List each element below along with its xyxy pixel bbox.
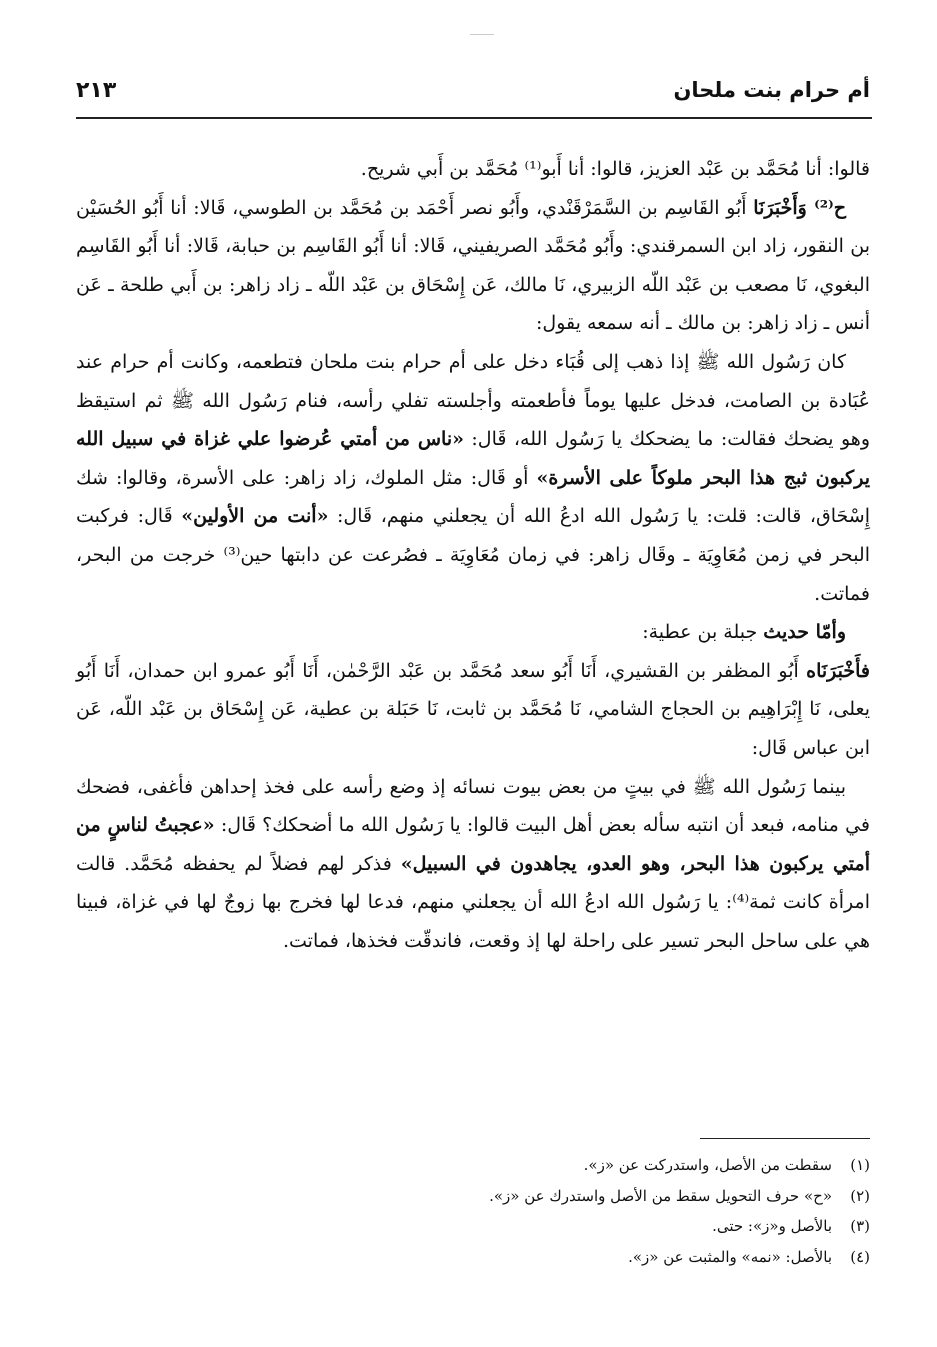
p3-hadith-1: «ناس من أمتي عُرضوا علي غزاة في سبيل الله يركبون ثبج هذا البحر ملوكاً على الأسرة» (76, 428, 870, 489)
footnote-text: بالأصل: «نمه» والمثبت عن «ز». (628, 1247, 832, 1266)
paragraph-5 (76, 652, 870, 768)
footnote-1 (76, 1150, 870, 1181)
scan-mark (470, 34, 494, 35)
footnote-text: «ح» حرف التحويل سقط من الأصل واستدرك عن «ز». (489, 1186, 832, 1205)
p3-text-e: قَال: فركبت البحر في زمن مُعَاوِيَة ـ وقَال زاهر: في زمان مُعَاوِيَة ـ فصُرعت عن دابتها حين⁽³⁾ خرجت من البحر، فماتت. (76, 505, 870, 605)
p2-text: أَبُو القَاسِم بن السَّمَرْقَنْدي، وأَبُو نصر أَحْمَد بن مُحَمَّد بن الطوسي، قَالا: أنا أَبُو الحُسَيْن بن النقور، زاد ابن السمرقندي: وأَبُو مُحَمَّد الصريفيني، قَالا: أنا أَبُو القَاسِم بن حبابة، قَالا: أنا أَبُو القَاسِم البغوي، نَا مصعب بن عَبْد اللّه الزبيري، نَا مالك، عَن إِسْحَاق بن عَبْد اللّه ـ زاد زاهر: بن أَبي طلحة ـ عَن أنس ـ زاد زاهر: بن مالك ـ أنه سمعه يقول: (76, 196, 870, 335)
paragraph-1 (76, 150, 870, 189)
footnote-3 (76, 1211, 870, 1242)
p3-text-a: كان رَسُول الله ﷺ إذا ذهب إلى قُبَاء دخل على أم حرام بنت ملحان فتطعمه، وكانت أم حرام عند عُبَادة بن الصامت، فدخل عليها يوماً فأطعمته وأجلسته تفلي رأسه، فنام رَسُول الله ﷺ ثم استيقظ وهو يضحك فقالت: ما يضحكك يا رَسُول الله، قَال: (76, 350, 870, 451)
footnote-2 (76, 1181, 870, 1212)
footnote-text: سقطت من الأصل، واستدركت عن «ز». (583, 1156, 832, 1174)
running-header (76, 78, 870, 112)
p1-text: قالوا: أنا مُحَمَّد بن عَبْد العزيز، قالوا: أنا أَبو⁽¹⁾ مُحَمَّد بن أَبي شريح. (360, 158, 870, 180)
paragraph-4 (76, 613, 870, 652)
main-text (76, 150, 870, 960)
p6-hadith: «عجبتُ لناسٍ من أمتي يركبون هذا البحر، وهو العدو، يجاهدون في السبيل» (76, 814, 870, 875)
p2-lead: ح⁽²⁾ وَأَخْبَرَنَا (753, 196, 846, 219)
footnotes (76, 1150, 870, 1272)
p3-text-c: أو قَال: مثل الملوك، زاد زاهر: على الأسرة، وقالوا: شك إِسْحَاق، قالت: قلت: يا رَسُول الله ادعُ الله أن يجعلني منهم، قَال: (76, 466, 870, 528)
paragraph-6 (76, 768, 870, 961)
footnote-4 (76, 1242, 870, 1273)
p6-text-a: بينما رَسُول الله ﷺ في بيتٍ من بعض بيوت نسائه إذ وضع رأسه على فخذ إحداهن فأغفى، فضحك في منامه، فبعد أن انتبه سأله بعض أهل البيت قالوا: يا رَسُول الله ما أضحكك؟ قَال: (76, 775, 870, 837)
p5-lead: فأَخْبَرَنَاه (806, 659, 870, 682)
footnote-rule (700, 1138, 870, 1139)
header-rule (76, 117, 872, 119)
footnote-number: (١) (850, 1156, 870, 1174)
footnote-number: (٢) (850, 1186, 870, 1205)
p6-text-c: فذكر لهم فضلاً لم يحفظه مُحَمَّد. قالت امرأة كانت ثمة⁽⁴⁾: يا رَسُول الله ادعُ الله أن يجعلني منهم، فدعا لها فخرج بها زوجٌ لها في غزاة، فبينا هي على ساحل البحر تسير على راحلة لها إذ وقعت، فاندقّت فخذها، فماتت. (76, 852, 870, 952)
paragraph-3 (76, 343, 870, 613)
p4-lead: وأمّا حديث (763, 621, 846, 644)
p3-hadith-2: «أنت من الأولين» (181, 505, 329, 528)
footnote-number: (٤) (850, 1247, 870, 1266)
p4-text: جبلة بن عطية: (642, 621, 764, 644)
page-number: ٢١٣ (76, 78, 117, 103)
footnote-number: (٣) (850, 1217, 870, 1235)
p5-text: أَبُو المظفر بن القشيري، أَنَا أَبُو سعد مُحَمَّد بن عَبْد الرَّحْمٰن، أَنَا أَبُو عمرو ابن حمدان، أَنَا أَبُو يعلى، نَا إِبْرَاهِيم بن الحجاج الشامي، نَا مُحَمَّد بن ثابت، نَا حَبَلة بن عطية، عَن إِسْحَاق بن عَبْد اللّه، عَن ابن عباس قَال: (76, 659, 870, 759)
paragraph-2 (76, 189, 870, 343)
footnote-text: بالأصل و«ز»: حتى. (712, 1217, 832, 1235)
running-title: أم حرام بنت ملحان (673, 78, 870, 102)
